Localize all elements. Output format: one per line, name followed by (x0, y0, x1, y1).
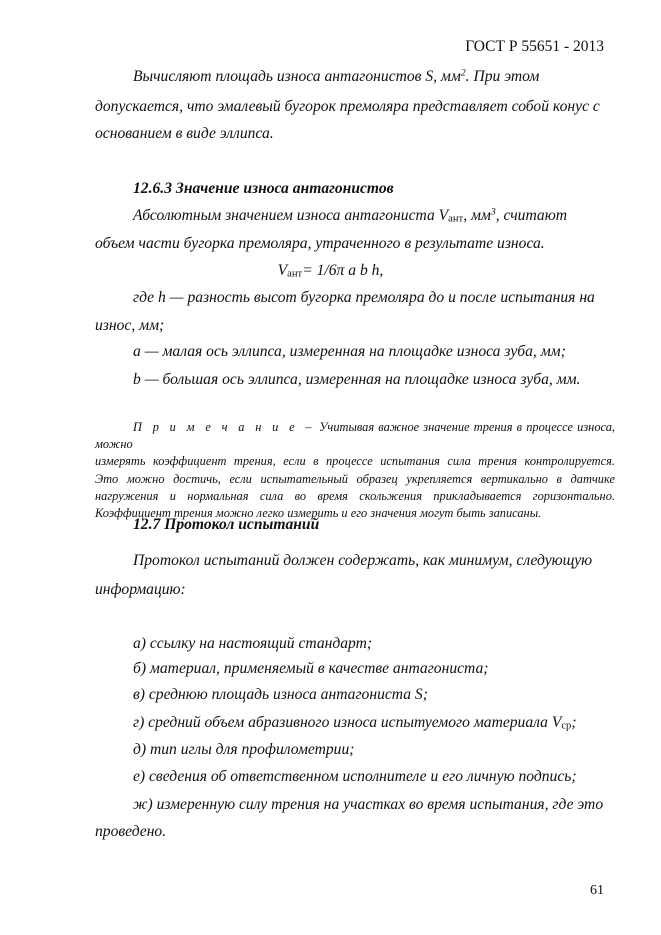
list-item-v: в) среднюю площадь износа антагониста S; (133, 686, 428, 703)
section-heading-12-7: 12.7 Протокол испытаний (133, 516, 320, 533)
list-item-a: а) ссылку на настоящий стандарт; (133, 635, 373, 652)
absolute-value-text: Абсолютным значением износа антагониста V (133, 207, 449, 224)
note-line-4: нагружения и нормальная сила во время скольжения прикладывается горизонтально. (95, 488, 615, 503)
intro-line-2: допускается, что эмалевый бугорок премоляра представляет собой конус с (95, 98, 600, 115)
intro-superscript: 2 (460, 67, 466, 79)
definition-a: а — малая ось эллипса, измеренная на площадке износа зуба, мм; (133, 343, 566, 360)
page-number: 61 (590, 883, 604, 898)
note-line-5: Коэффициент трения можно легко измерить и его значения могут быть записаны. (95, 506, 542, 521)
list-item-b: б) материал, применяемый в качестве антагониста; (133, 660, 489, 677)
protocol-intro-line-1: Протокол испытаний должен содержать, как минимум, следующую (133, 552, 593, 569)
document-header: ГОСТ Р 55651 - 2013 (465, 38, 604, 55)
absolute-value-superscript: 3 (490, 206, 496, 218)
note-line-1-text: Учитывая важное значение трения в процессе износа, можно (95, 420, 615, 452)
formula-subscript: ант (287, 268, 303, 280)
note-line-3: Это можно достичь, если испытательный образец укрепляется вертикально в датчике (95, 471, 615, 486)
intro-line-1-text: Вычисляют площадь износа антагонистов S, мм (133, 68, 461, 85)
list-item-g-end: ; (571, 714, 577, 731)
list-item-zh: ж) измеренную силу трения на участках во время испытания, где это (133, 796, 604, 813)
absolute-value-line-2: объем части бугорка премоляра, утраченного в результате износа. (95, 235, 545, 252)
where-h-line-2: износ, мм; (95, 317, 165, 334)
list-item-g-text: г) средний объем абразивного износа испытуемого материала V (133, 714, 562, 731)
protocol-intro-line-2: информацию: (95, 581, 186, 598)
list-item-g-subscript: ср (561, 720, 572, 732)
section-heading-12-6-3: 12.6.3 Значение износа антагонистов (133, 180, 394, 197)
absolute-value-unit: , мм (463, 207, 491, 224)
list-item-e: е) сведения об ответственном исполнителе и его личную подпись; (133, 768, 577, 785)
note-block (95, 419, 615, 522)
wear-formula (0, 261, 661, 281)
note-line-2: измерять коэффициент трения, если в процессе испытания сила трения контролируется. (95, 454, 615, 469)
note-label: П р и м е ч а н и е – (133, 420, 315, 434)
where-h-line-1: где h — разность высот бугорка премоляра до и после испытания на (133, 289, 595, 306)
list-item-d: д) тип иглы для профилометрии; (133, 741, 355, 758)
intro-line-1-end: . При этом (465, 68, 540, 85)
formula-variable: V (277, 262, 288, 279)
absolute-value-line-1 (133, 206, 567, 226)
list-item-zh-continued: проведено. (95, 823, 167, 840)
intro-line-1 (133, 67, 539, 87)
list-item-g (133, 713, 577, 733)
note-line-1 (95, 419, 615, 453)
definition-b: b — большая ось эллипса, измеренная на площадке износа зуба, мм. (133, 371, 581, 388)
absolute-value-subscript: ант (448, 213, 464, 225)
formula-expression: = 1/6π a b h, (302, 262, 384, 279)
intro-line-3: основанием в виде эллипса. (95, 125, 274, 142)
absolute-value-end: , считают (495, 207, 567, 224)
